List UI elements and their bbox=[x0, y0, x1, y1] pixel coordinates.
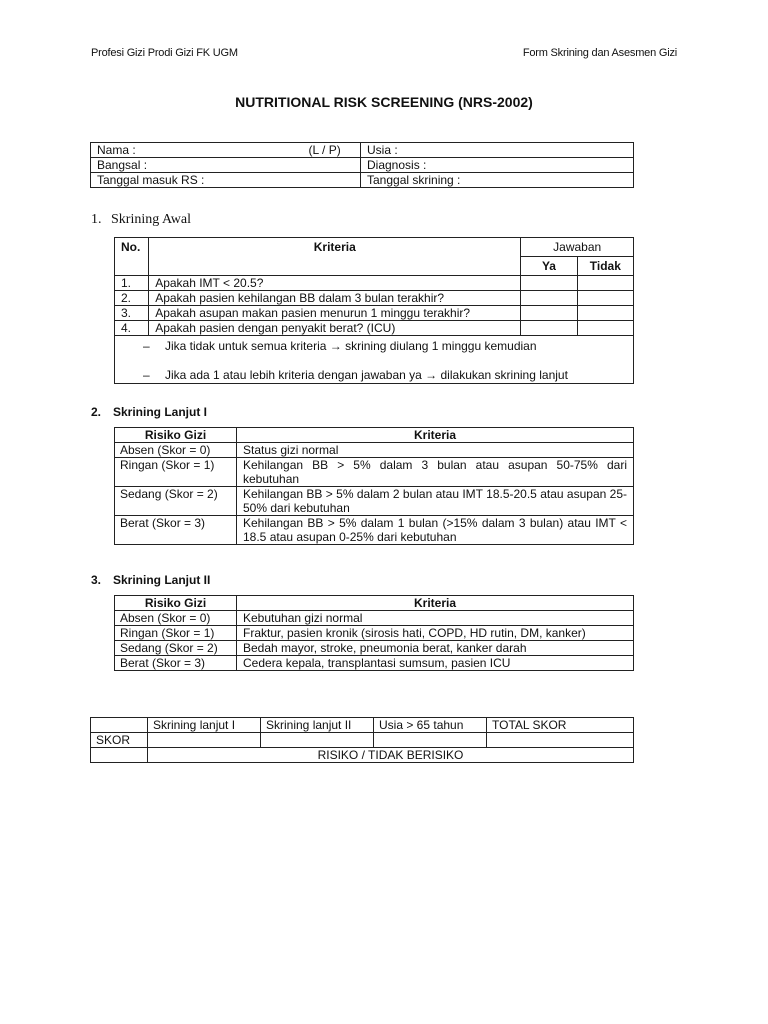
table-row bbox=[115, 656, 634, 671]
note-text: Jika tidak untuk semua kriteria → skrining diulang 1 minggu kemudian bbox=[165, 339, 537, 353]
usia-field[interactable]: Usia : bbox=[361, 143, 634, 158]
table-row bbox=[115, 458, 634, 487]
diagnosis-field[interactable]: Diagnosis : bbox=[361, 158, 634, 173]
risk-criteria: Kehilangan BB > 5% dalam 1 bulan (>15% dalam 3 bulan) atau IMT < 18.5 atau asupan 0-25% dari kebutuhan bbox=[237, 516, 634, 545]
section1-number: 1. bbox=[91, 212, 102, 227]
col-jawaban-header: Jawaban bbox=[521, 238, 634, 257]
page-title: NUTRITIONAL RISK SCREENING (NRS-2002) bbox=[235, 94, 533, 110]
row-criterion: Apakah asupan makan pasien menurun 1 minggu terakhir? bbox=[149, 306, 521, 321]
score-table bbox=[90, 717, 634, 763]
row-number: 3. bbox=[115, 306, 149, 321]
table-row bbox=[115, 443, 634, 458]
risk-level: Sedang (Skor = 2) bbox=[115, 641, 237, 656]
risk-level: Absen (Skor = 0) bbox=[115, 443, 237, 458]
section2-heading bbox=[91, 405, 207, 419]
section1-title: Skrining Awal bbox=[111, 212, 191, 227]
answer-ya-cell[interactable] bbox=[521, 306, 577, 321]
risk-criteria: Kehilangan BB > 5% dalam 2 bulan atau IMT 18.5-20.5 atau asupan 25-50% dari kebutuhan bbox=[237, 487, 634, 516]
answer-ya-cell[interactable] bbox=[521, 321, 577, 336]
col-kriteria-header: Kriteria bbox=[237, 428, 634, 443]
risk-criteria: Status gizi normal bbox=[237, 443, 634, 458]
note-text: Jika ada 1 atau lebih kriteria dengan jawaban ya → dilakukan skrining lanjut bbox=[165, 368, 568, 382]
screening-lanjut-2-table bbox=[114, 595, 634, 671]
header-left: Profesi Gizi Prodi Gizi FK UGM bbox=[91, 47, 238, 59]
risk-level: Ringan (Skor = 1) bbox=[115, 458, 237, 487]
table-row bbox=[115, 626, 634, 641]
risk-level: Sedang (Skor = 2) bbox=[115, 487, 237, 516]
section1-heading bbox=[91, 212, 191, 228]
answer-tidak-cell[interactable] bbox=[577, 291, 633, 306]
answer-tidak-cell[interactable] bbox=[577, 306, 633, 321]
section3-title: Skrining Lanjut II bbox=[113, 573, 211, 587]
answer-tidak-cell[interactable] bbox=[577, 321, 633, 336]
risk-level: Berat (Skor = 3) bbox=[115, 516, 237, 545]
answer-ya-cell[interactable] bbox=[521, 276, 577, 291]
row-criterion: Apakah pasien dengan penyakit berat? (ICU) bbox=[149, 321, 521, 336]
gender-field[interactable]: (L / P) bbox=[305, 143, 361, 158]
risk-criteria: Fraktur, pasien kronik (sirosis hati, COPD, HD rutin, DM, kanker) bbox=[237, 626, 634, 641]
risk-criteria: Kehilangan BB > 5% dalam 3 bulan atau asupan 50-75% dari kebutuhan bbox=[237, 458, 634, 487]
empty-corner-cell bbox=[91, 718, 148, 733]
table-row bbox=[115, 321, 634, 336]
table-row bbox=[115, 291, 634, 306]
note-item: – Jika ada 1 atau lebih kriteria dengan jawaban ya → dilakukan skrining lanjut bbox=[143, 368, 568, 382]
col-skrining-lanjut-2: Skrining lanjut II bbox=[261, 718, 374, 733]
risk-criteria: Kebutuhan gizi normal bbox=[237, 611, 634, 626]
col-total-skor: TOTAL SKOR bbox=[487, 718, 634, 733]
row-criterion: Apakah pasien kehilangan BB dalam 3 bulan terakhir? bbox=[149, 291, 521, 306]
skor-total-cell[interactable] bbox=[487, 733, 634, 748]
row-number: 2. bbox=[115, 291, 149, 306]
skor-usia-cell[interactable] bbox=[374, 733, 487, 748]
table-row bbox=[115, 611, 634, 626]
col-kriteria-header: Kriteria bbox=[237, 596, 634, 611]
col-risiko-header: Risiko Gizi bbox=[115, 428, 237, 443]
col-kriteria-header: Kriteria bbox=[149, 238, 521, 276]
nama-field[interactable]: Nama : bbox=[91, 143, 305, 158]
risk-level: Absen (Skor = 0) bbox=[115, 611, 237, 626]
col-risiko-header: Risiko Gizi bbox=[115, 596, 237, 611]
bangsal-field[interactable]: Bangsal : bbox=[91, 158, 361, 173]
col-ya-header: Ya bbox=[521, 257, 577, 276]
row-criterion: Apakah IMT < 20.5? bbox=[149, 276, 521, 291]
tanggal-skrining-field[interactable]: Tanggal skrining : bbox=[361, 173, 634, 188]
empty-result-label-cell bbox=[91, 748, 148, 763]
col-no-header: No. bbox=[115, 238, 149, 276]
header-right: Form Skrining dan Asesmen Gizi bbox=[522, 47, 677, 59]
col-usia: Usia > 65 tahun bbox=[374, 718, 487, 733]
skor-lanjut-1-cell[interactable] bbox=[148, 733, 261, 748]
patient-info-table bbox=[90, 142, 634, 188]
notes-cell bbox=[115, 336, 634, 384]
table-row bbox=[115, 276, 634, 291]
result-cell[interactable]: RISIKO / TIDAK BERISIKO bbox=[148, 748, 634, 763]
col-tidak-header: Tidak bbox=[577, 257, 633, 276]
section2-title: Skrining Lanjut I bbox=[113, 405, 208, 419]
col-skrining-lanjut-1: Skrining lanjut I bbox=[148, 718, 261, 733]
skor-lanjut-2-cell[interactable] bbox=[261, 733, 374, 748]
skor-label: SKOR bbox=[91, 733, 148, 748]
risk-criteria: Cedera kepala, transplantasi sumsum, pasien ICU bbox=[237, 656, 634, 671]
section3-number: 3. bbox=[91, 573, 102, 587]
row-number: 4. bbox=[115, 321, 149, 336]
answer-tidak-cell[interactable] bbox=[577, 276, 633, 291]
screening-initial-table bbox=[114, 237, 634, 384]
table-row bbox=[115, 641, 634, 656]
tanggal-masuk-field[interactable]: Tanggal masuk RS : bbox=[91, 173, 361, 188]
risk-criteria: Bedah mayor, stroke, pneumonia berat, kanker darah bbox=[237, 641, 634, 656]
table-row bbox=[115, 516, 634, 545]
section2-number: 2. bbox=[91, 405, 102, 419]
answer-ya-cell[interactable] bbox=[521, 291, 577, 306]
risk-level: Ringan (Skor = 1) bbox=[115, 626, 237, 641]
table-row bbox=[115, 306, 634, 321]
row-number: 1. bbox=[115, 276, 149, 291]
risk-level: Berat (Skor = 3) bbox=[115, 656, 237, 671]
table-row bbox=[115, 487, 634, 516]
screening-lanjut-1-table bbox=[114, 427, 634, 545]
section3-heading bbox=[91, 573, 210, 587]
note-item: – Jika tidak untuk semua kriteria → skrining diulang 1 minggu kemudian bbox=[143, 339, 537, 353]
